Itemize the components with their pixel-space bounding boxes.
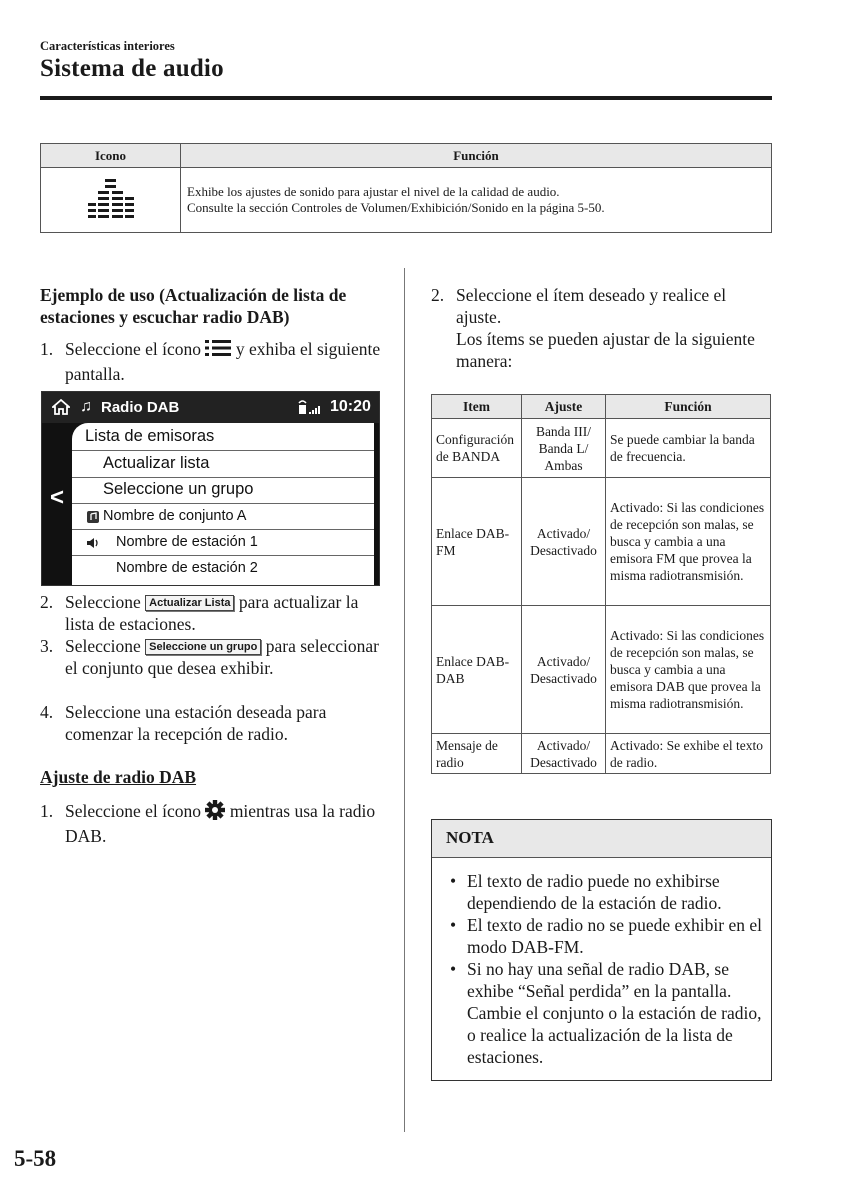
step-4 [40,701,385,745]
note-title: NOTA [446,828,494,847]
note-item: • Si no hay una señal de radio DAB, se exhibe “Señal perdida” en la pantalla. Cambie el conjunto o la estación de radio, o realice la actualización de la lista de estaciones. [450,959,762,1067]
function-line: Consulte la sección Controles de Volumen/Exhibición/Sonido en la página 5-50. [187,200,605,215]
signal-icon [298,398,326,421]
item-cell: Enlace DAB-FM [432,478,522,606]
step-text: para seleccionar el conjunto que desea exhibir. [65,636,379,678]
function-line: Exhibe los ajustes de sonido para ajustar el nivel de la calidad de audio. [187,184,560,199]
screen-header [42,392,379,423]
note-item: • El texto de radio no se puede exhibir en el modo DAB-FM. [450,915,762,957]
step-text: Seleccione el ícono [65,339,202,359]
section-label: Características interiores [40,39,175,53]
example-heading: Ejemplo de uso (Actualización de lista de estaciones y escuchar radio DAB) [40,285,347,327]
select-group-button[interactable]: Seleccione un grupo [145,639,261,655]
dab-step-1 [40,800,385,847]
list-header: Lista de emisoras [72,423,374,451]
step-2 [40,591,385,635]
step-text: para actualizar la lista de estaciones. [65,592,359,634]
dab-settings-table [431,394,771,774]
station-item[interactable]: Nombre de estación 2 [116,560,258,576]
step-text: Seleccione el ítem deseado y realice el ajuste. [456,285,727,327]
station-list [72,423,374,585]
setting-cell: Activado/ Desactivado [522,478,606,606]
function-cell: Activado: Se exhibe el texto de radio. [606,734,771,774]
home-icon[interactable] [52,399,70,420]
station-item[interactable]: Nombre de estación 1 [72,530,374,556]
function-column-header: Función [181,144,772,168]
function-cell: Se puede cambiar la banda de frecuencia. [606,419,771,478]
icon-column-header: Icono [41,144,181,168]
note-title-bar [432,820,771,858]
update-list-button[interactable]: Actualizar Lista [145,595,234,611]
table-row [432,734,771,774]
equalizer-icon [86,177,136,219]
screen-title: Radio DAB [101,399,180,416]
item-column-header: Item [432,395,522,419]
icon-cell [41,168,181,233]
table-row [41,168,772,233]
dab-settings-heading: Ajuste de radio DAB [40,767,197,787]
page-title: Sistema de audio [40,55,224,82]
table-row [432,419,771,478]
item-cell: Configuración de BANDA [432,419,522,478]
gear-icon [205,800,225,825]
step-text: Seleccione [65,636,141,656]
step-number: 4. [40,702,54,722]
column-divider [404,268,405,1132]
step-text: Seleccione una estación deseada para comenzar la recepción de radio. [65,702,327,744]
function-description-cell [181,168,772,233]
back-chevron-icon[interactable]: < [50,484,65,511]
list-icon [205,338,231,363]
page-number: 5-58 [14,1146,57,1171]
ensemble-icon [87,510,99,528]
icon-function-table [40,143,772,233]
title-rule [40,96,772,100]
item-cell: Enlace DAB-DAB [432,606,522,734]
step-text: Los ítems se pueden ajustar de la siguiente manera: [456,329,755,371]
step-number: 1. [40,339,54,359]
ensemble-item[interactable]: Nombre de conjunto A [72,504,374,530]
note-box [431,819,772,1081]
speaker-icon [86,536,100,554]
step-text: mientras usa la radio DAB. [65,801,376,846]
table-row [432,478,771,606]
function-column-header: Función [606,395,771,419]
step-number: 2. [431,285,445,305]
setting-cell: Activado/ Desactivado [522,734,606,774]
setting-cell: Banda III/ Banda L/ Ambas [522,419,606,478]
table-row [432,606,771,734]
clock: 10:20 [330,398,371,415]
setting-column-header: Ajuste [522,395,606,419]
setting-cell: Activado/ Desactivado [522,606,606,734]
step-1 [40,338,385,385]
function-cell: Activado: Si las condiciones de recepción son malas, se busca y cambia a una emisora FM que provea la misma radiotransmisión. [606,478,771,606]
step-3 [40,635,385,679]
step-text: Seleccione el ícono [65,801,202,821]
step-text: y exhiba el siguiente pantalla. [65,339,381,384]
note-item: • El texto de radio puede no exhibirse dependiendo de la estación de radio. [450,871,722,913]
function-cell: Activado: Si las condiciones de recepción son malas, se busca y cambia a una emisora DAB que provea la misma radiotransmisión. [606,606,771,734]
music-note-icon: ♫ [80,398,92,415]
step-number: 2. [40,592,54,612]
right-step-2 [431,284,771,372]
step-number: 3. [40,636,54,656]
item-cell: Mensaje de radio [432,734,522,774]
update-list-item[interactable]: Actualizar lista [72,451,374,478]
step-number: 1. [40,801,54,821]
dab-radio-screen [41,391,380,586]
select-group-item[interactable]: Seleccione un grupo [72,478,374,504]
step-text: Seleccione [65,592,141,612]
